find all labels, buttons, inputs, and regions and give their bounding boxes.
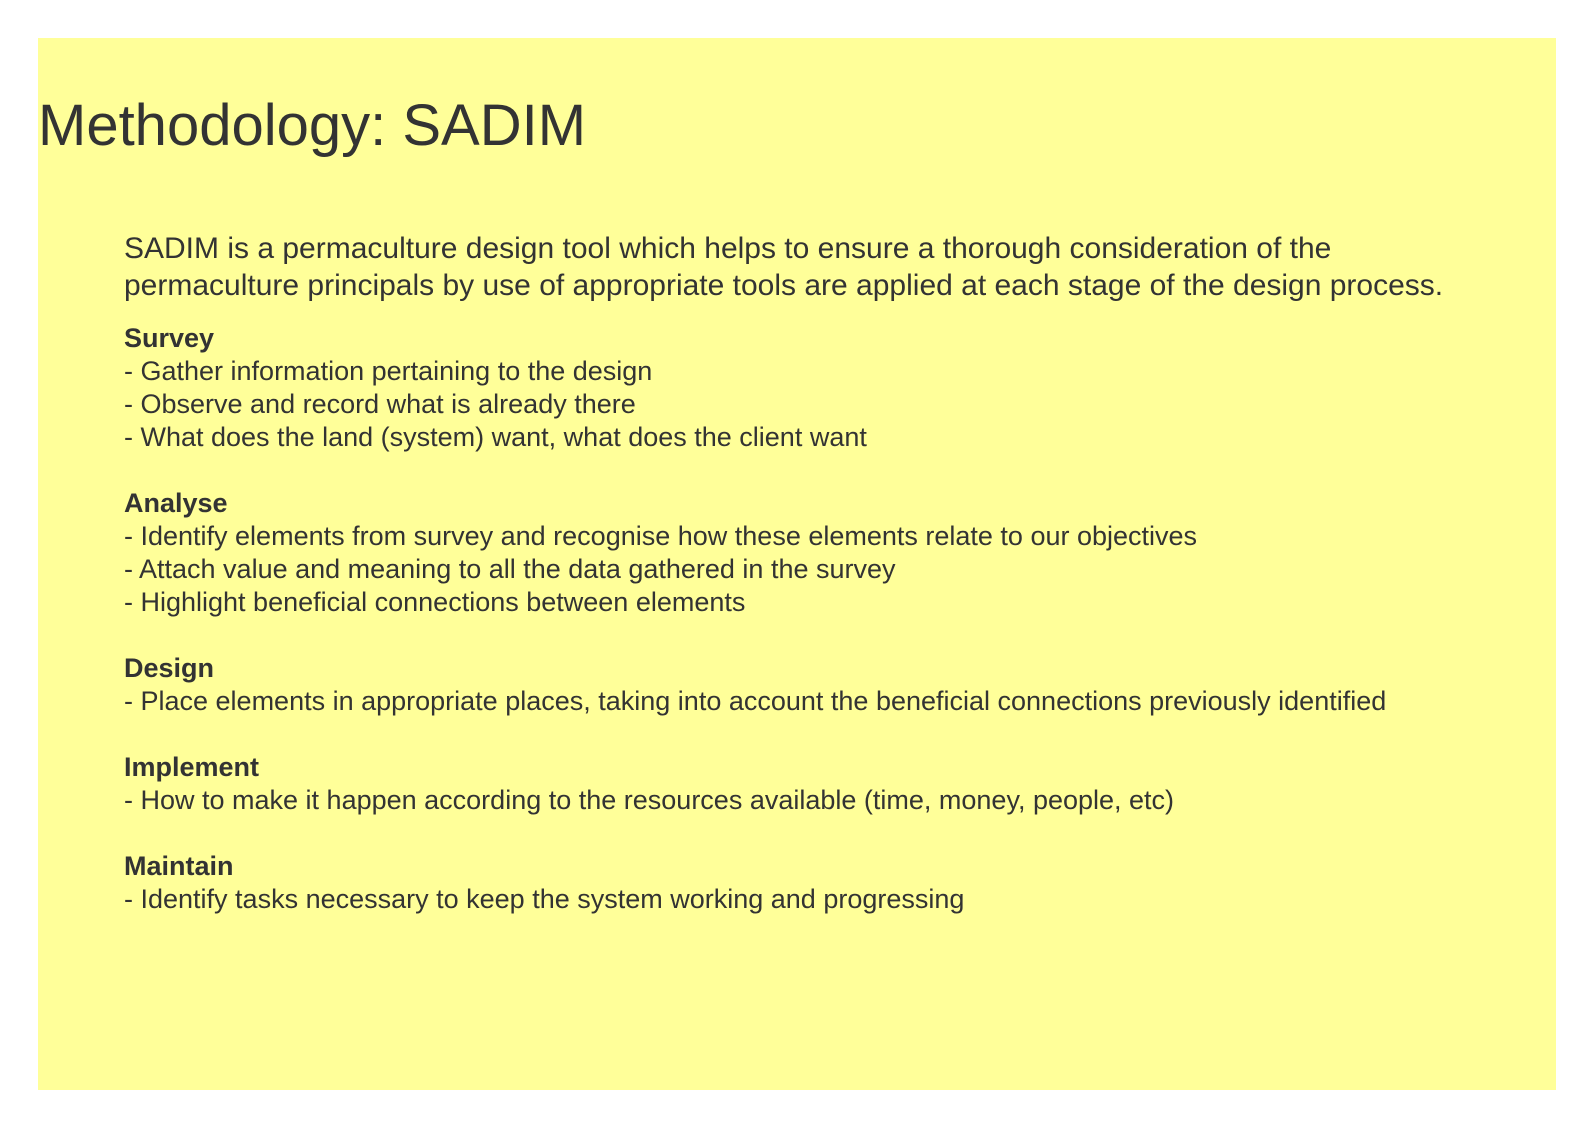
section-line: - Identify elements from survey and recognise how these elements relate to our objectives (124, 521, 1198, 551)
section-implement (124, 751, 1454, 817)
section-line: - Place elements in appropriate places, taking into account the beneficial connections previously identified (124, 686, 1387, 716)
section-line: - How to make it happen according to the resources available (time, money, people, etc) (124, 785, 1175, 815)
section-line: - Observe and record what is already there (124, 389, 636, 419)
section-line: - Identify tasks necessary to keep the system working and progressing (124, 884, 965, 914)
section-heading: Survey (124, 323, 215, 353)
section-heading: Analyse (124, 488, 228, 518)
intro-paragraph: SADIM is a permaculture design tool which helps to ensure a thorough consideration of the permaculture principals by use of appropriate tools are applied at each stage of the design process. (124, 232, 1444, 302)
slide-background (38, 38, 1556, 1090)
section-maintain (124, 850, 1454, 916)
section-survey (124, 322, 1454, 454)
section-heading: Maintain (124, 851, 234, 881)
section-heading: Design (124, 653, 215, 683)
section-line: - Gather information pertaining to the design (124, 356, 653, 386)
section-heading: Implement (124, 752, 260, 782)
section-line: - Highlight beneficial connections between elements (124, 587, 746, 617)
section-analyse (124, 487, 1454, 619)
section-line: - What does the land (system) want, what does the client want (124, 422, 867, 452)
section-design (124, 652, 1454, 718)
slide-title: Methodology: SADIM (38, 93, 587, 158)
slide-content (124, 230, 1454, 949)
section-line: - Attach value and meaning to all the data gathered in the survey (124, 554, 896, 584)
